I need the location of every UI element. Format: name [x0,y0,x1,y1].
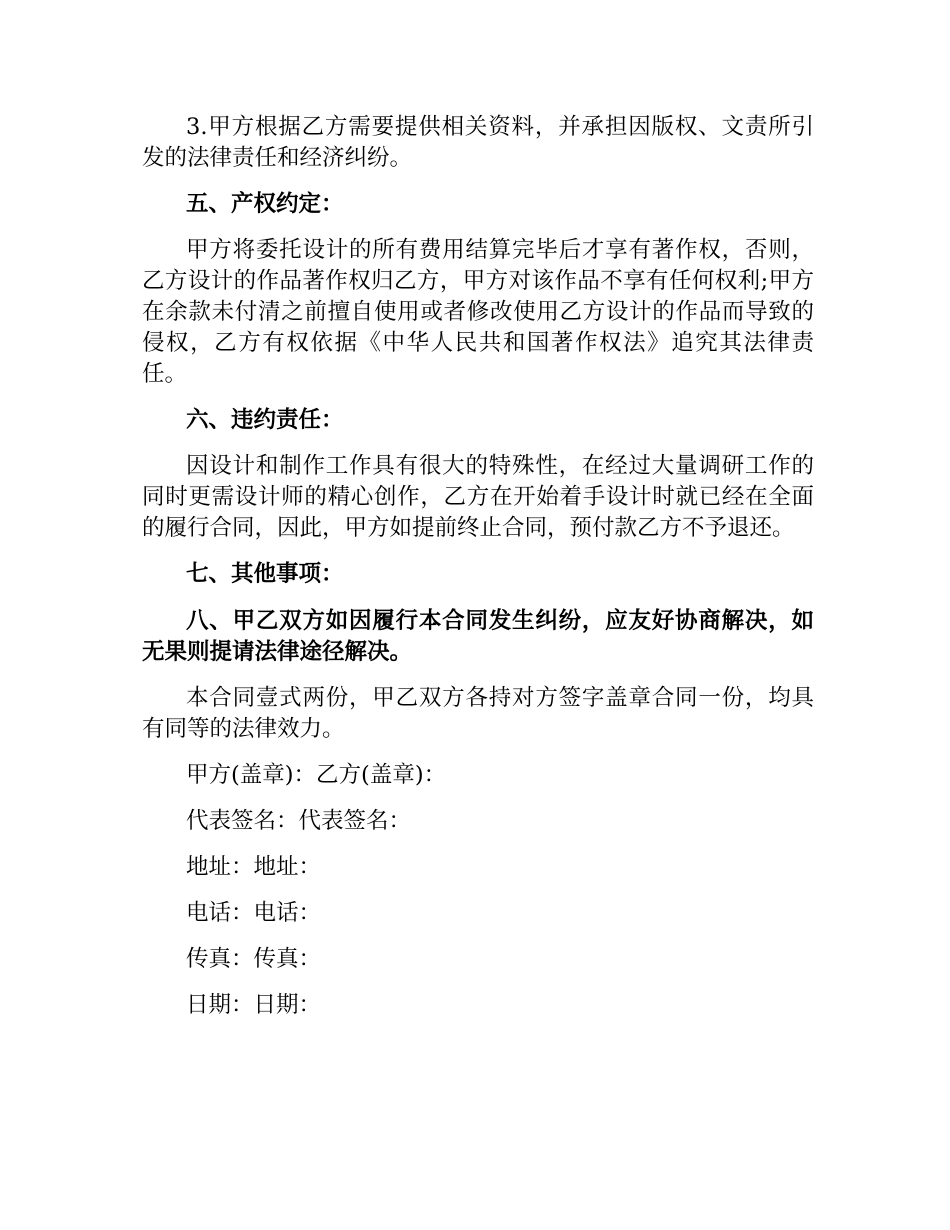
signature-line-address: 地址：地址： [186,854,322,880]
section-5-heading: 五、产权约定： [186,191,344,217]
section-7-heading: 七、其他事项： [186,561,344,587]
clause-3-paragraph: 3.甲方根据乙方需要提供相关资料，并承担因版权、文责所引发的法律责任和经济纠纷。 [142,114,814,171]
intellectual-property-paragraph: 甲方将委托设计的所有费用结算完毕后才享有著作权，否则，乙方设计的作品著作权归乙方，甲方对该作品不享有任何权利;甲方在余款未付清之前擅自使用或者修改使用乙方设计的作品而导致的侵权，乙方有权依据《中华人民共和国著作权法》追究其法律责任。 [142,237,814,387]
contract-copies-paragraph: 本合同壹式两份，甲乙双方各持对方签字盖章合同一份，均具有同等的法律效力。 [142,685,814,742]
signature-line-phone: 电话：电话： [186,900,322,926]
document-page [142,112,814,1021]
breach-liability-paragraph: 因设计和制作工作具有很大的特殊性，在经过大量调研工作的同时更需设计师的精心创作，乙方在开始着手设计时就已经在全面的履行合同，因此，甲方如提前终止合同，预付款乙方不予退还。 [142,453,814,541]
section-8-heading: 八、甲乙双方如因履行本合同发生纠纷，应友好协商解决，如无果则提请法律途径解决。 [142,608,814,665]
signature-line-date: 日期：日期： [186,992,322,1018]
signature-line-seal: 甲方(盖章)：乙方(盖章)： [186,762,447,788]
signature-line-representative: 代表签名：代表签名： [186,808,412,834]
signature-line-fax: 传真：传真： [186,946,322,972]
section-6-heading: 六、违约责任： [186,407,344,433]
